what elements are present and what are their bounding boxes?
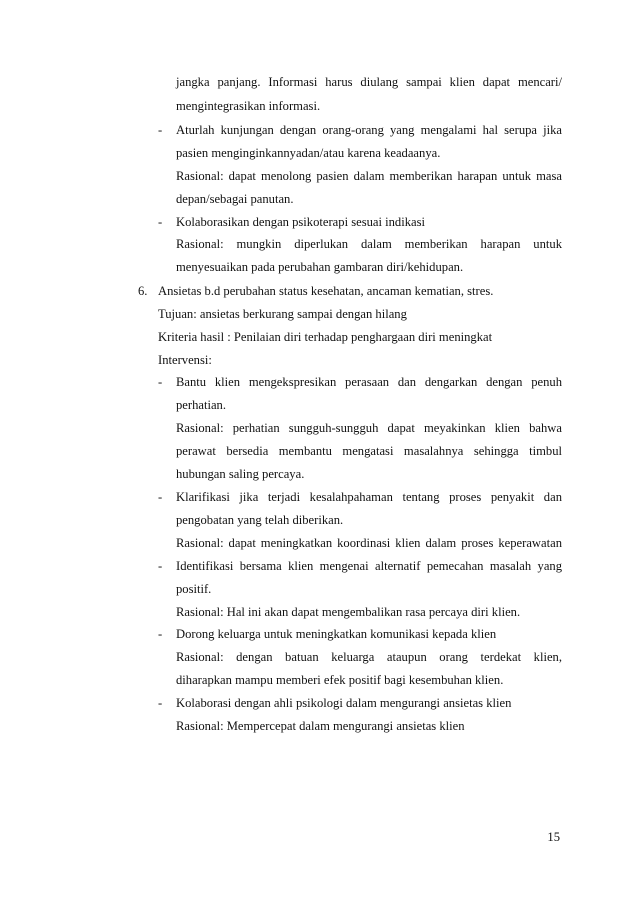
list-dash: - bbox=[158, 490, 163, 504]
text-line: menyesuaikan pada perubahan gambaran diri/kehidupan. bbox=[176, 260, 464, 274]
text-line: Intervensi: bbox=[158, 353, 212, 367]
text-line: Dorong keluarga untuk meningkatkan komunikasi kepada klien bbox=[176, 627, 497, 641]
text-line: perawat bersedia membantu mengatasi masalahnya sehingga timbul bbox=[176, 444, 562, 458]
list-dash: - bbox=[158, 375, 163, 389]
text-line: jangka panjang. Informasi harus diulang sampai klien dapat mencari/ bbox=[176, 75, 562, 89]
list-dash: - bbox=[158, 215, 163, 229]
section-heading: Ansietas b.d perubahan status kesehatan, ancaman kematian, stres. bbox=[158, 284, 494, 298]
list-dash: - bbox=[158, 559, 163, 573]
list-dash: - bbox=[158, 696, 163, 710]
text-line: hubungan saling percaya. bbox=[176, 467, 305, 481]
text-line: mengintegrasikan informasi. bbox=[176, 99, 321, 113]
text-line: Klarifikasi jika terjadi kesalahpahaman tentang proses penyakit dan bbox=[176, 490, 562, 504]
text-line: Kolaborasikan dengan psikoterapi sesuai indikasi bbox=[176, 215, 426, 229]
text-line: Rasional: Mempercepat dalam mengurangi ansietas klien bbox=[176, 719, 465, 733]
text-line: diharapkan mampu memberi efek positif bagi kesembuhan klien. bbox=[176, 673, 504, 687]
list-dash: - bbox=[158, 627, 163, 641]
list-dash: - bbox=[158, 123, 163, 137]
text-line: Identifikasi bersama klien mengenai alternatif pemecahan masalah yang bbox=[176, 559, 562, 573]
text-line: Rasional: dengan batuan keluarga ataupun orang terdekat klien, bbox=[176, 650, 562, 664]
text-line: Kolaborasi dengan ahli psikologi dalam mengurangi ansietas klien bbox=[176, 696, 512, 710]
text-line: Tujuan: ansietas berkurang sampai dengan hilang bbox=[158, 307, 407, 321]
text-line: pengobatan yang telah diberikan. bbox=[176, 513, 344, 527]
text-line: perhatian. bbox=[176, 398, 226, 412]
text-line: Aturlah kunjungan dengan orang-orang yang mengalami hal serupa jika bbox=[176, 123, 562, 137]
text-line: Rasional: perhatian sungguh-sungguh dapat meyakinkan klien bahwa bbox=[176, 421, 562, 435]
text-line: Bantu klien mengekspresikan perasaan dan dengarkan dengan penuh bbox=[176, 375, 562, 389]
text-line: depan/sebagai panutan. bbox=[176, 192, 294, 206]
text-line: Rasional: dapat meningkatkan koordinasi klien dalam proses keperawatan bbox=[176, 536, 562, 550]
text-line: Kriteria hasil : Penilaian diri terhadap penghargaan diri meningkat bbox=[158, 330, 493, 344]
list-number: 6. bbox=[138, 284, 148, 298]
page-number: 15 bbox=[547, 830, 560, 844]
text-line: Rasional: mungkin diperlukan dalam memberikan harapan untuk bbox=[176, 237, 562, 251]
text-line: Rasional: dapat menolong pasien dalam memberikan harapan untuk masa bbox=[176, 169, 562, 183]
text-line: positif. bbox=[176, 582, 212, 596]
text-line: Rasional: Hal ini akan dapat mengembalikan rasa percaya diri klien. bbox=[176, 605, 521, 619]
text-line: pasien menginginkannyadan/atau karena keadaanya. bbox=[176, 146, 441, 160]
